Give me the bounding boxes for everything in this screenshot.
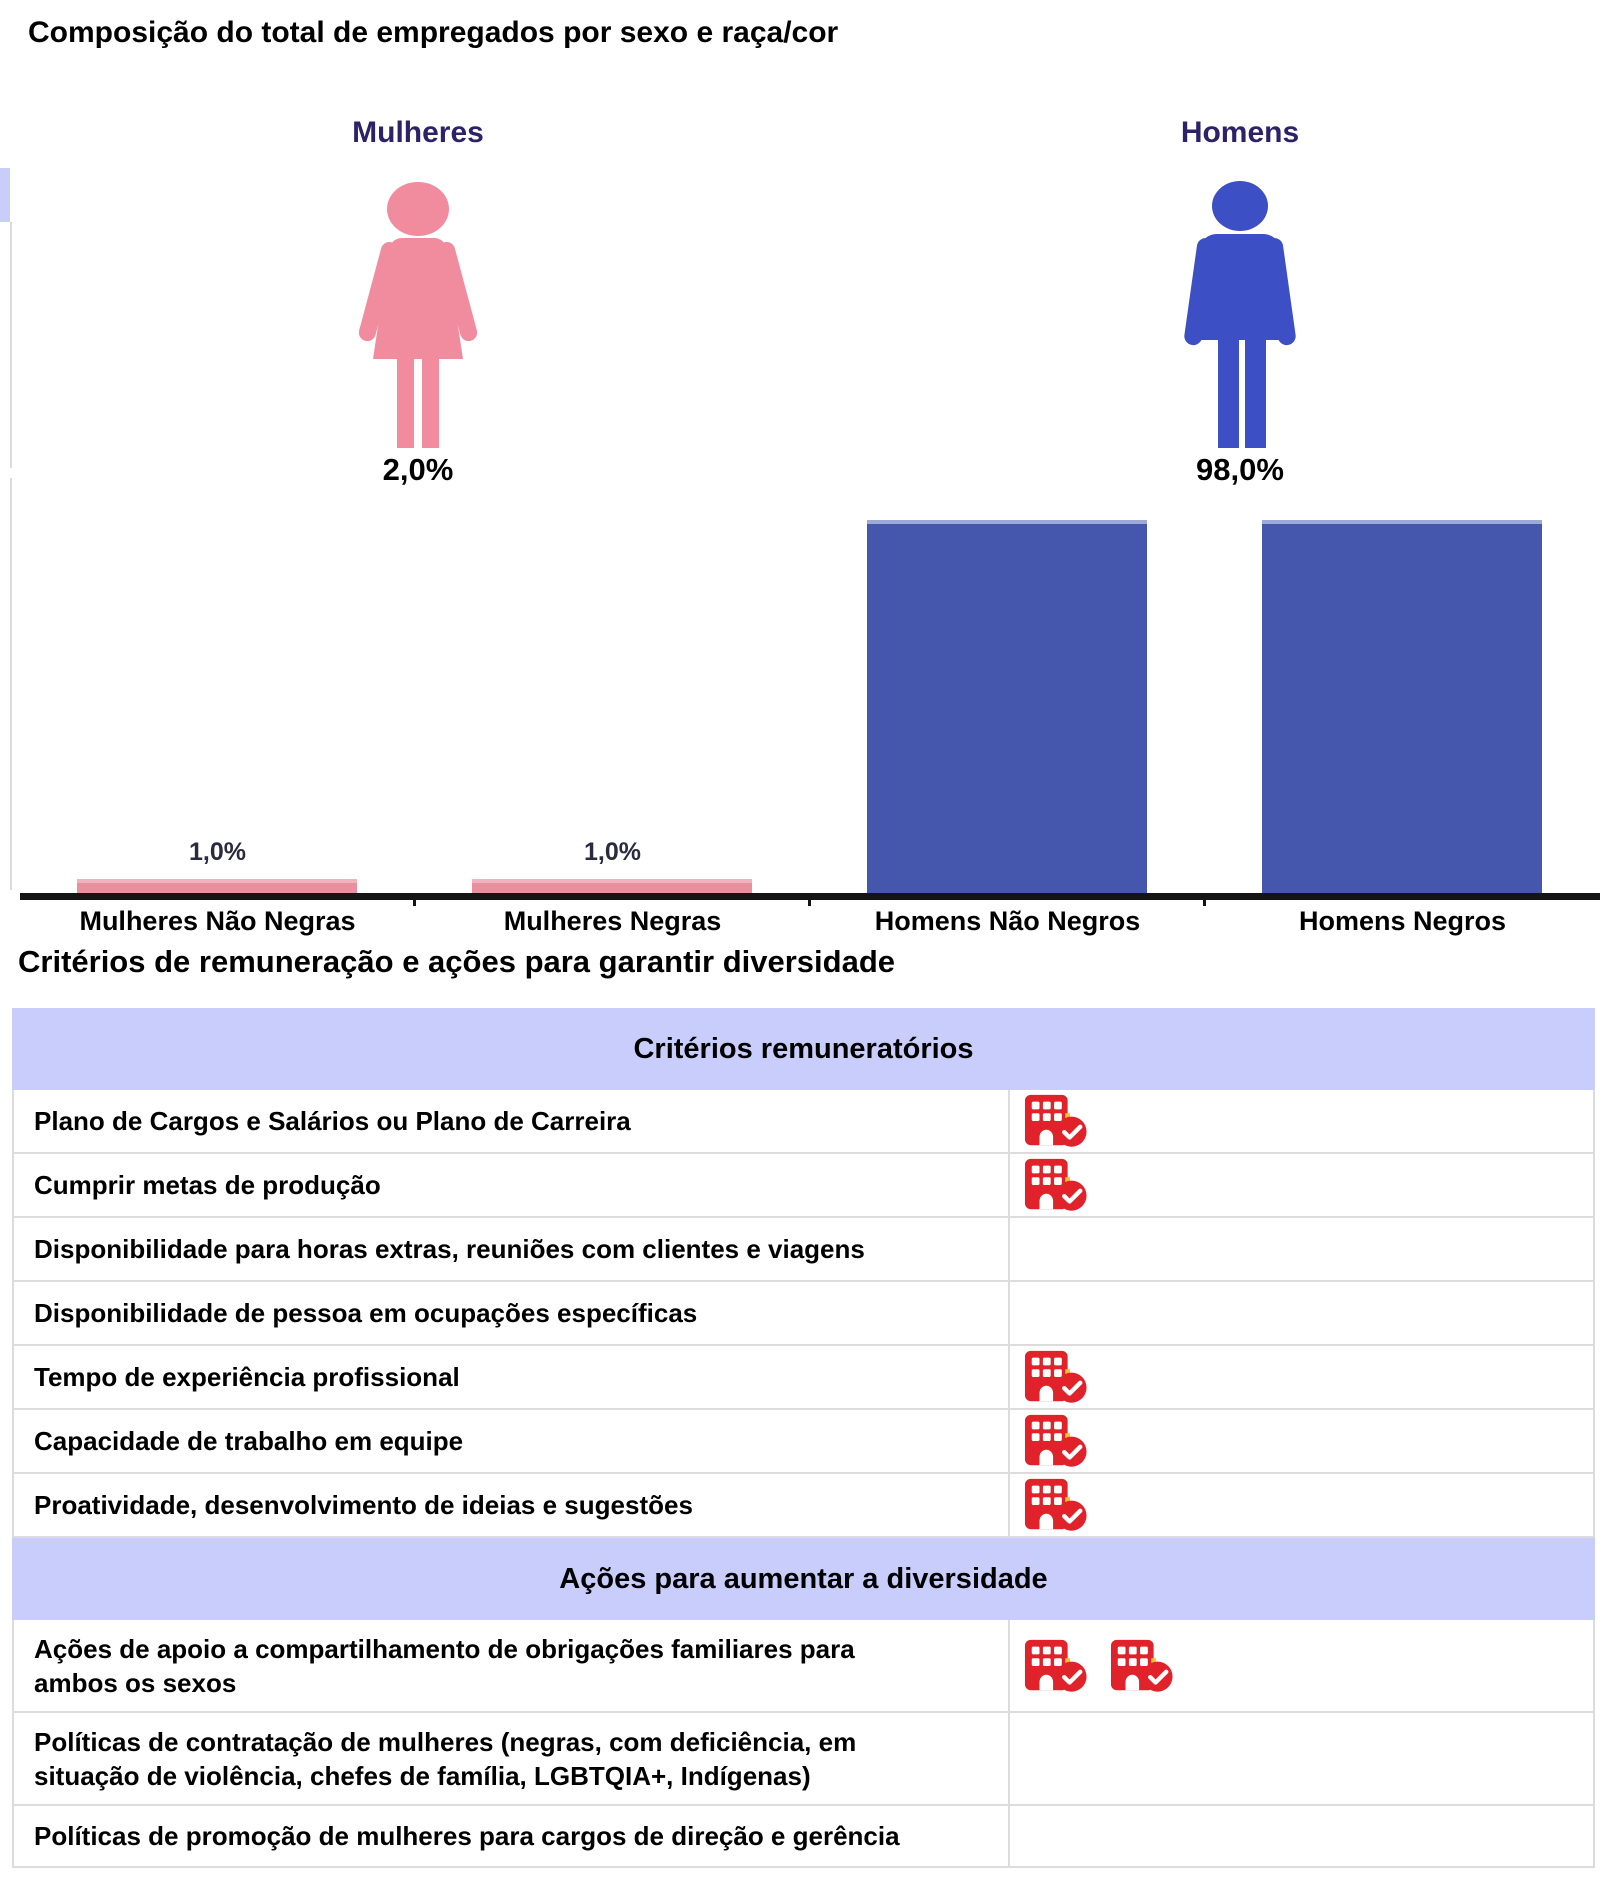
criterion-label <box>14 1218 1010 1280</box>
criterion-marks-cell <box>1010 1090 1593 1152</box>
company-check-icon <box>1024 1156 1088 1214</box>
criterion-marks-cell <box>1010 1282 1593 1344</box>
criterion-label <box>14 1410 1010 1472</box>
criterion-label <box>14 1713 1010 1804</box>
table-row <box>12 1713 1595 1806</box>
category-label-homens-nao-negros: Homens Não Negros <box>874 906 1141 936</box>
criterion-label <box>14 1474 1010 1536</box>
criteria-table <box>12 1008 1595 1868</box>
criterion-marks-cell <box>1010 1806 1593 1866</box>
criterion-marks-cell <box>1010 1410 1593 1472</box>
criterion-text: Políticas de contratação de mulheres (negras, com deficiência, em situação de violência, chefes de família, LGBTQIA+, Indígenas) <box>34 1726 857 1791</box>
bar-homens-negros <box>1262 520 1542 893</box>
female-total-percentage: 2,0% <box>382 452 454 487</box>
bar-chart <box>20 500 1600 893</box>
table-row <box>12 1410 1595 1474</box>
criterion-marks-cell <box>1010 1218 1593 1280</box>
female-group-label: Mulheres <box>352 116 484 149</box>
man-icon <box>1152 180 1328 452</box>
company-check-icon <box>1024 1092 1088 1150</box>
company-check-icon <box>1110 1637 1174 1695</box>
bar-column-homens-negros <box>1205 500 1600 893</box>
criterion-text: Ações de apoio a compartilhamento de obrigações familiares para ambos os sexos <box>34 1633 855 1698</box>
table-row <box>12 1346 1595 1410</box>
left-edge-line <box>10 478 12 890</box>
criterion-text: Cumprir metas de produção <box>34 1170 381 1200</box>
criterion-label <box>14 1806 1010 1866</box>
left-edge-strip <box>0 168 10 222</box>
axis-tick <box>1203 893 1206 906</box>
criterion-text: Disponibilidade de pessoa em ocupações específicas <box>34 1298 698 1328</box>
criterion-text: Plano de Cargos e Salários ou Plano de Carreira <box>34 1106 631 1136</box>
bar-homens-nao-negros <box>867 520 1147 893</box>
male-group-label: Homens <box>1180 116 1300 149</box>
bar-value-label: 1,0% <box>189 838 246 866</box>
woman-icon <box>330 180 506 452</box>
company-check-icon <box>1024 1637 1088 1695</box>
bar-column-homens-nao-negros <box>810 500 1205 893</box>
company-check-icon <box>1024 1412 1088 1470</box>
criterion-text: Proatividade, desenvolvimento de ideias e sugestões <box>34 1490 693 1520</box>
criterion-marks-cell <box>1010 1154 1593 1216</box>
table-row <box>12 1154 1595 1218</box>
criterion-text: Tempo de experiência profissional <box>34 1362 460 1392</box>
table-row <box>12 1806 1595 1868</box>
axis-tick <box>808 893 811 906</box>
axis-tick <box>413 893 416 906</box>
bar-mulheres-nao-negras <box>77 879 357 893</box>
chart-title: Composição do total de empregados por sexo e raça/cor <box>28 16 839 49</box>
criterion-text: Políticas de promoção de mulheres para cargos de direção e gerência <box>34 1821 900 1851</box>
category-label-mulheres-negras: Mulheres Negras <box>503 906 722 936</box>
criterion-marks-cell <box>1010 1713 1593 1804</box>
section-title: Critérios de remuneração e ações para garantir diversidade <box>18 944 895 979</box>
table-row <box>12 1090 1595 1154</box>
criterion-marks-cell <box>1010 1620 1593 1711</box>
table-header-acoes-diversidade: Ações para aumentar a diversidade <box>12 1538 1595 1620</box>
criterion-marks-cell <box>1010 1346 1593 1408</box>
table-row <box>12 1282 1595 1346</box>
criterion-label <box>14 1154 1010 1216</box>
category-label-homens-negros: Homens Negros <box>1298 906 1507 936</box>
table-row <box>12 1620 1595 1713</box>
company-check-icon <box>1024 1476 1088 1534</box>
criterion-label <box>14 1282 1010 1344</box>
criterion-label <box>14 1620 1010 1711</box>
table-header-criterios-remuneratorios: Critérios remuneratórios <box>12 1008 1595 1090</box>
bar-column-mulheres-negras <box>415 500 810 893</box>
criterion-text: Disponibilidade para horas extras, reuniões com clientes e viagens <box>34 1234 865 1264</box>
bar-mulheres-negras <box>472 879 752 893</box>
table-row <box>12 1474 1595 1538</box>
criterion-text: Capacidade de trabalho em equipe <box>34 1426 464 1456</box>
criterion-marks-cell <box>1010 1474 1593 1536</box>
criterion-label <box>14 1346 1010 1408</box>
table-row <box>12 1218 1595 1282</box>
category-label-mulheres-nao-negras: Mulheres Não Negras <box>79 906 356 936</box>
bar-value-label: 1,0% <box>584 838 641 866</box>
left-edge-line <box>10 222 12 468</box>
company-check-icon <box>1024 1348 1088 1406</box>
male-total-percentage: 98,0% <box>1196 452 1284 487</box>
bar-column-mulheres-nao-negras <box>20 500 415 893</box>
criterion-label <box>14 1090 1010 1152</box>
